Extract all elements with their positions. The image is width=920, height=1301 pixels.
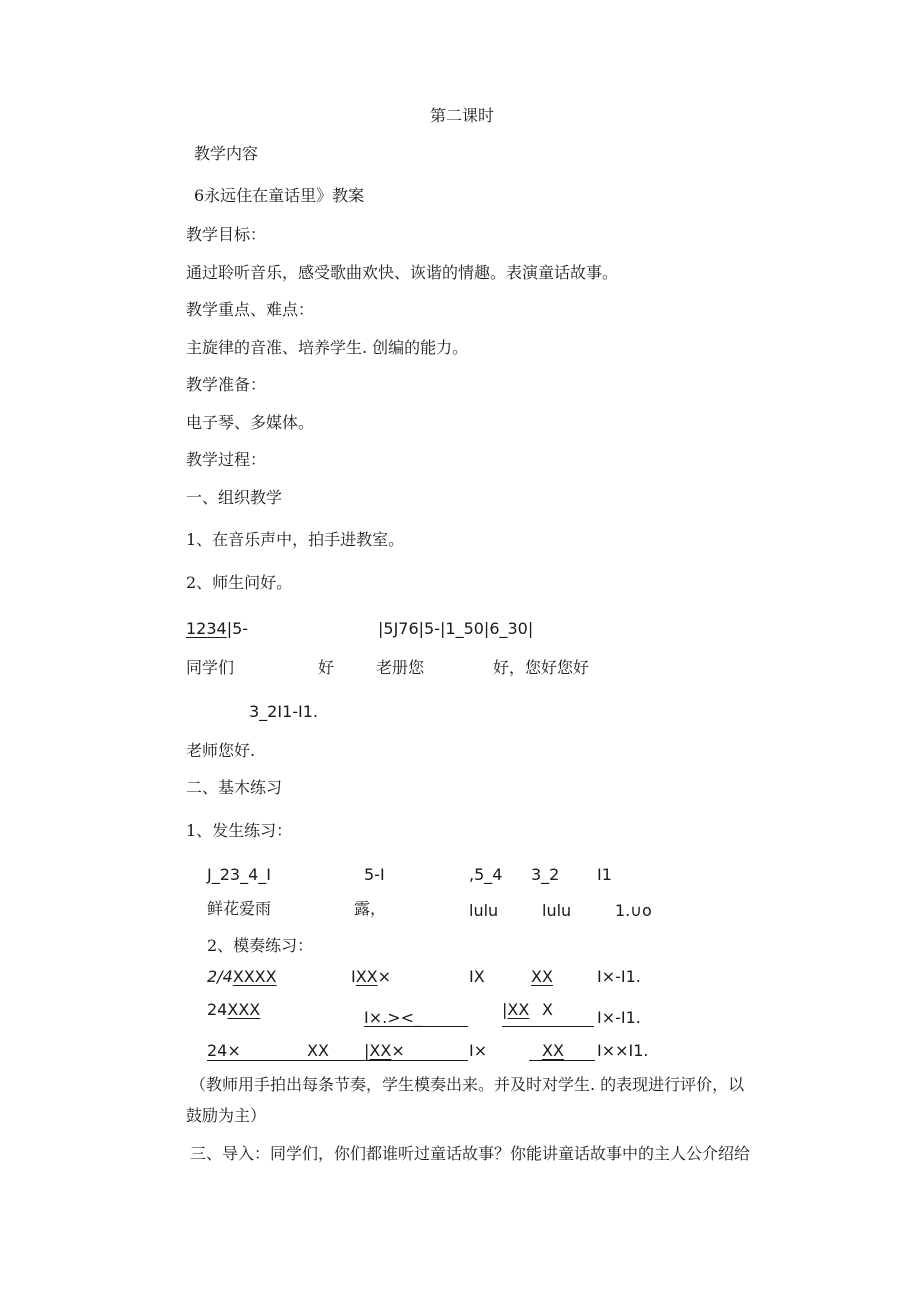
lyric-1-b: 好 [318,658,335,677]
lesson-name: 6永远住在童话里》教案 [194,186,365,205]
rhythm-3-c5: I××I1. [597,1041,649,1060]
rhythm-1-lead [207,967,277,987]
score-1-a [186,619,248,639]
rhythm-2-lead [207,1000,260,1020]
prep-text: 电子琴、多媒体。 [186,413,315,432]
rhythm-2-underline-b [502,1026,594,1027]
rhythm-3-c2-bar: | [364,1041,370,1060]
rhythm-1-c5: I×-I1. [597,967,641,986]
rhythm-2-c3 [502,1000,529,1020]
rhythm-2-c2: I×.><_ [364,1008,423,1027]
section-2-heading: 二、基木练习 [186,778,283,797]
vocal-lyric-5: 1.∪o [615,901,652,920]
vocal-lyric-2: 露， [354,899,387,918]
rhythm-1-meter: 2/4 [207,967,233,986]
vocal-lyric-3: lulu [469,901,499,920]
rhythm-2-c5: I×-I1. [597,1008,641,1027]
teacher-note-cont: 鼓励为主） [186,1106,267,1125]
rhythm-3-c1: XX [307,1041,329,1060]
rhythm-1-c2-notes: XX [355,967,378,986]
content-label: 教学内容 [194,144,259,163]
vocal-note-4: 3_2 [531,865,560,884]
section-1-heading: 一、组织教学 [186,488,283,507]
goal-text: 通过聆听音乐，感受歌曲欢快、诙谐的情趣。表演童话故事。 [186,263,619,282]
rhythm-2-meter: 24 [207,1000,228,1019]
rhythm-3-underline-a [207,1060,468,1061]
rhythm-3-c3: I× [469,1041,488,1060]
lyric-1-a: 同学们 [186,658,235,677]
vocal-note-3: ,5_4 [469,865,503,884]
teacher-note: （教师用手拍出每条节奏，学生模奏出来。并及时对学生. 的表现进行评价，以 [190,1075,745,1094]
rhythm-3-underline-b [529,1060,595,1061]
step-1-1: 1、在音乐声中，拍手进教室。 [186,530,405,549]
rhythm-3-c2-notes: XX [369,1041,392,1060]
vocal-lyric-1: 鲜花爱雨 [207,899,272,918]
rhythm-3-c4: XX [542,1041,564,1060]
vocal-note-1: J_23_4_I [207,865,271,884]
process-label: 教学过程： [186,450,267,469]
score-1-b: |5J76|5-|1_50|6_30| [378,619,534,638]
rhythm-3-c2 [364,1041,405,1061]
vocal-note-2: 5-I [364,865,385,884]
rhythm-2-underline-a [364,1026,468,1027]
vocal-note-5: I1 [597,865,612,884]
score-1-a-underlined: 1234 [186,619,227,638]
rhythm-3-c2-tail: × [391,1041,405,1060]
rhythm-1-c2-bar: I [351,967,356,986]
key-label: 教学重点、难点： [186,300,315,319]
step-2-2: 2、模奏练习： [207,936,314,955]
step-1-2: 2、师生问好。 [186,573,293,592]
lyric-1-d: 好，您好您好 [493,658,590,677]
rhythm-1-c2 [351,967,391,987]
goal-label: 教学目标： [186,225,267,244]
page-title: 第二课时 [430,106,495,125]
rhythm-1-c3: IX [469,967,485,986]
rhythm-3-meter: 24× [207,1041,241,1060]
key-text: 主旋律的音准、培养学生. 创编的能力。 [186,338,469,357]
prep-label: 教学准备： [186,375,267,394]
rhythm-1-c2-tail: × [377,967,392,986]
lyric-2: 老师您好. [186,741,256,760]
rhythm-1-c1: XXXX [232,967,277,986]
rhythm-2-c1: XXX [227,1000,261,1019]
rhythm-2-c4: X [542,1000,553,1019]
rhythm-2-c3-notes: XX [507,1000,530,1019]
step-2-1: 1、发生练习： [186,821,293,840]
score-1-a-rest: |5- [226,619,249,638]
section-3-heading: 三、导入：同学们，你们都谁听过童话故事？你能讲童话故事中的主人公介绍给 [190,1144,751,1163]
lyric-1-c: 老册您 [376,658,425,677]
rhythm-1-c4: XX [531,967,553,986]
score-2: 3_2I1-I1. [249,702,319,721]
rhythm-2-c3-bar: | [502,1000,508,1019]
vocal-lyric-4: lulu [542,901,572,920]
